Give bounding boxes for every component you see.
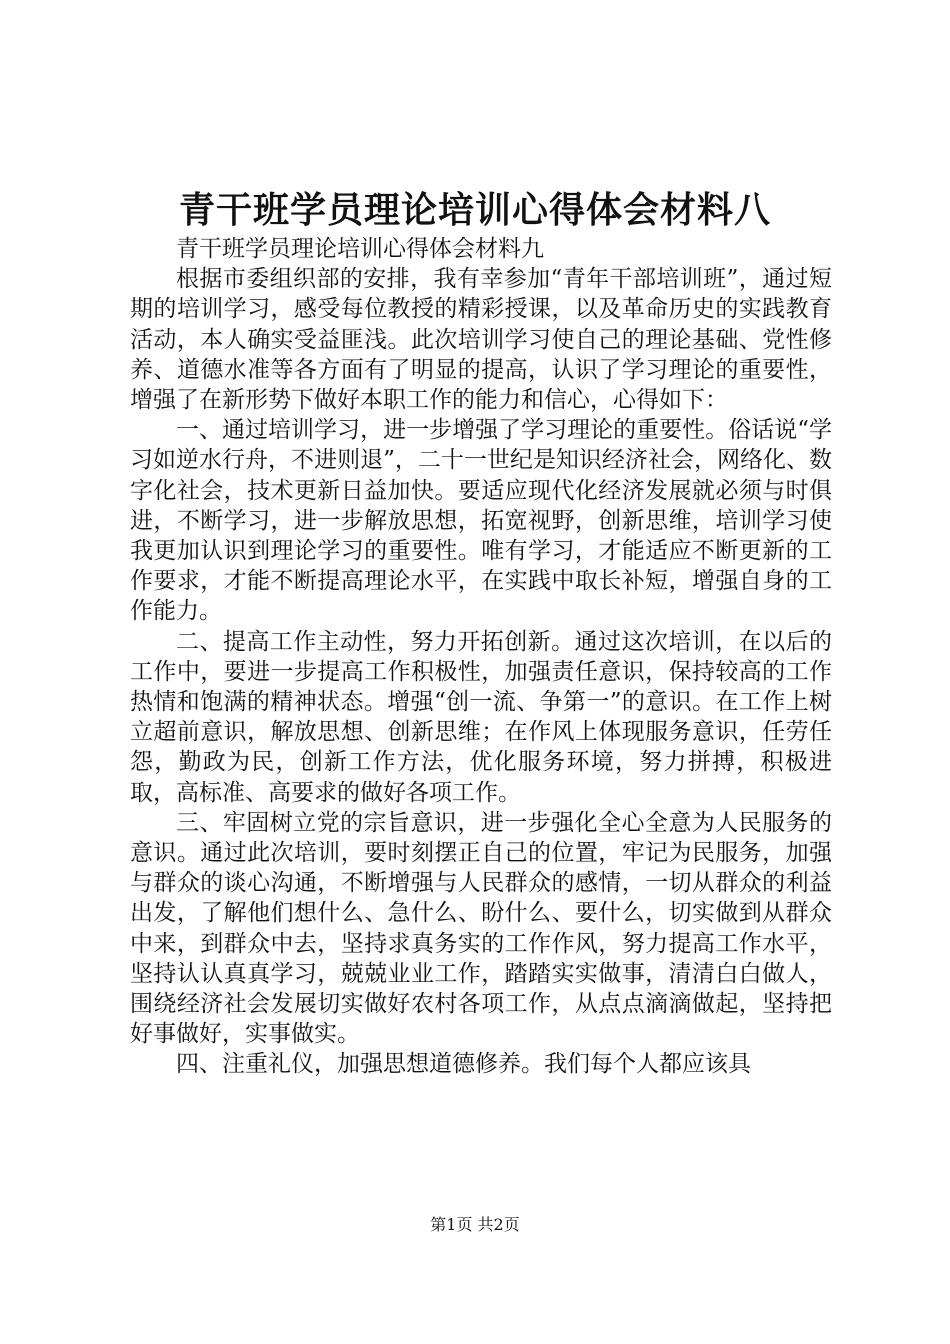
section-three-paragraph: 三、牢固树立党的宗旨意识，进一步强化全心全意为人民服务的意识。通过此次培训，要时刻摆正自己的位置，牢记为民服务，加强与群众的谈心沟通，不断增强与人民群众的感情，一切从群众的利益出发，了解他们想什么、急什么、盼什么、要什么，切实做到从群众中来，到群众中去，坚持求真务实的工作作风，努力提高工作水平，坚持认认真真学习，兢兢业业工作，踏踏实实做事，清清白白做人，围绕经济社会发展切实做好农村各项工作，从点点滴滴做起，坚持把好事做好，实事做实。 bbox=[130, 809, 832, 1048]
document-title: 青干班学员理论培训心得体会材料八 bbox=[178, 189, 771, 231]
subtitle-paragraph: 青干班学员理论培训心得体会材料九 bbox=[176, 236, 544, 262]
section-four-paragraph: 四、注重礼仪，加强思想道德修养。我们每个人都应该具 bbox=[176, 1051, 751, 1078]
section-two-paragraph: 二、提高工作主动性，努力开拓创新。通过这次培训，在以后的工作中，要进一步提高工作积极性，加强责任意识，保持较高的工作热情和饱满的精神状态。增强“创一流、争第一”的意识。在工作上树立超前意识，解放思想、创新思维；在作风上体现服务意识，任劳任怨，勤政为民，创新工作方法，优化服务环境，努力拼搏，积极进取，高标准、高要求的做好各项工作。 bbox=[130, 628, 832, 806]
document-body bbox=[130, 234, 832, 1080]
section-one-paragraph: 一、通过培训学习，进一步增强了学习理论的重要性。俗话说“学习如逆水行舟，不进则退”，二十一世纪是知识经济社会，网络化、数字化社会，技术更新日益加快。要适应现代化经济发展就必须与时俱进，不断学习，进一步解放思想，拓宽视野，创新思维，培训学习使我更加认识到理论学习的重要性。唯有学习，才能适应不断更新的工作要求，才能不断提高理论水平，在实践中取长补短，增强自身的工作能力。 bbox=[130, 417, 832, 625]
page-footer: 第1页 共2页 bbox=[430, 1215, 520, 1234]
intro-paragraph: 根据市委组织部的安排，我有幸参加“青年干部培训班”，通过短期的培训学习，感受每位教授的精彩授课，以及革命历史的实践教育活动，本人确实受益匪浅。此次培训学习使自己的理论基础、党性修养、道德水准等各方面有了明显的提高，认识了学习理论的重要性，增强了在新形势下做好本职工作的能力和信心，心得如下： bbox=[130, 266, 832, 414]
